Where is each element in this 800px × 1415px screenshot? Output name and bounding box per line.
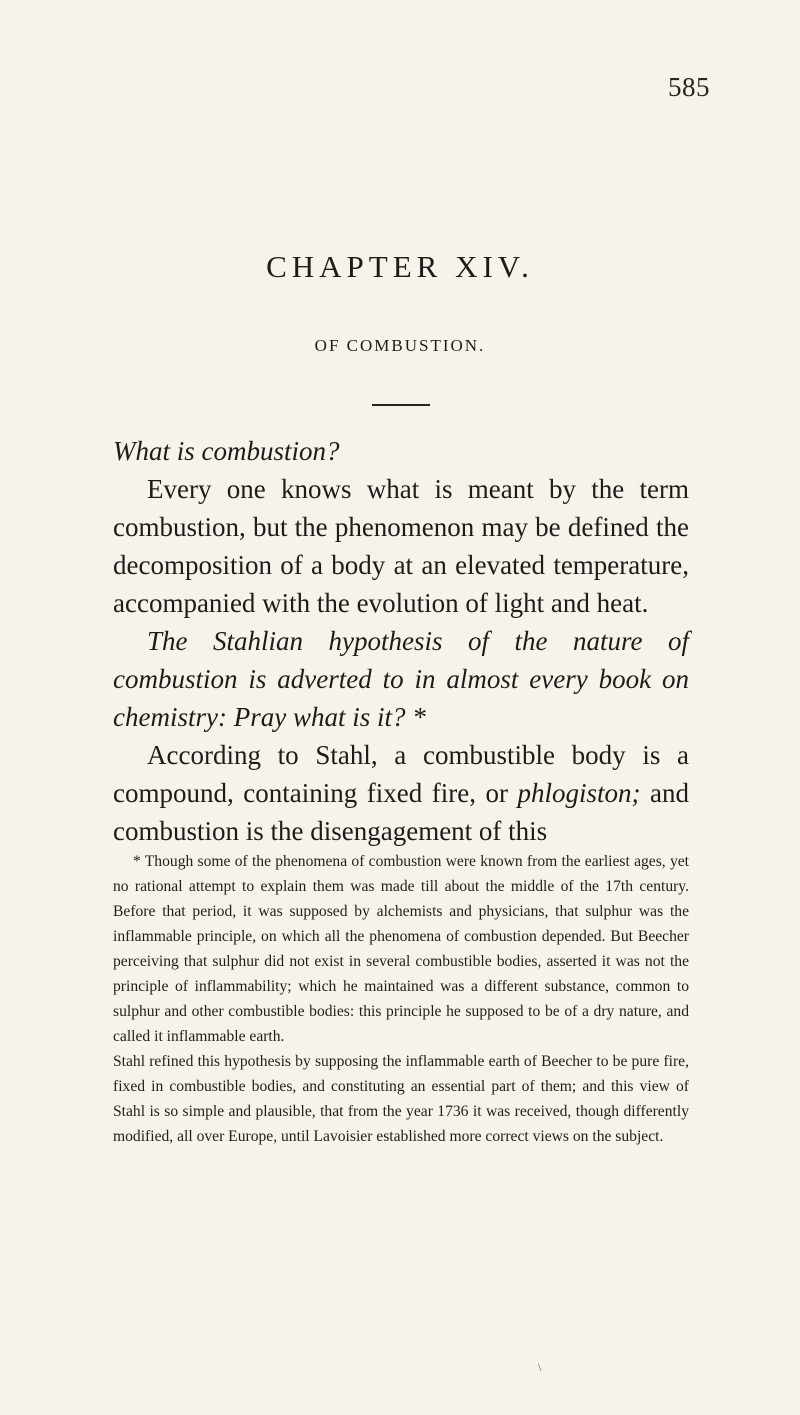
chapter-subtitle: OF COMBUSTION. xyxy=(314,336,486,355)
answer-2-text-a: According to Stahl, a combustible body is a compound, containing fixed fire, or xyxy=(113,740,689,808)
section-divider xyxy=(372,404,430,406)
answer-2 xyxy=(113,736,689,850)
page-number: 585 xyxy=(668,72,710,102)
footnote-paragraph-1: * Though some of the phenomena of combustion were known from the earliest ages, yet no rational attempt to explain them was made till about the middle of the 17th century. Before that period, it was supposed by alchemists and physicians, that sulphur was the inflammable principle, on which all the phenomena of combustion depended. But Beecher perceiving that sulphur did not exist in several combustible bodies, asserted it was not the principle of inflammability; which he maintained was a different substance, common to sulphur and other combustible bodies: this principle he supposed to be of a dry nature, and called it inflammable earth. xyxy=(113,853,689,1045)
question-1: What is combustion? xyxy=(113,436,340,466)
footnote-paragraph-2: Stahl refined this hypothesis by supposing the inflammable earth of Beecher to be pure fire, fixed in combustible bodies, and constituting an essential part of them; and this view of Stahl is so simple and plausible, that from the year 1736 it was received, though differently modified, all over Europe, until Lavoisier established more correct views on the subject. xyxy=(113,1053,689,1145)
answer-2-emphasis: phlogiston; xyxy=(517,778,641,808)
main-text xyxy=(113,432,689,850)
question-2: The Stahlian hypothesis of the nature of combustion is adverted to in almost every book on chemistry: Pray what is it? * xyxy=(113,626,689,732)
chapter-title: CHAPTER XIV. xyxy=(266,249,534,284)
footnote xyxy=(113,849,689,1149)
answer-1: Every one knows what is meant by the term combustion, but the phenomenon may be defined the decomposition of a body at an elevated temperature, accompanied with the evolution of light and heat. xyxy=(113,474,689,618)
stray-mark: \ xyxy=(538,1360,542,1374)
answer-2-text-b: and combustion is the disengagement of this xyxy=(113,778,689,846)
